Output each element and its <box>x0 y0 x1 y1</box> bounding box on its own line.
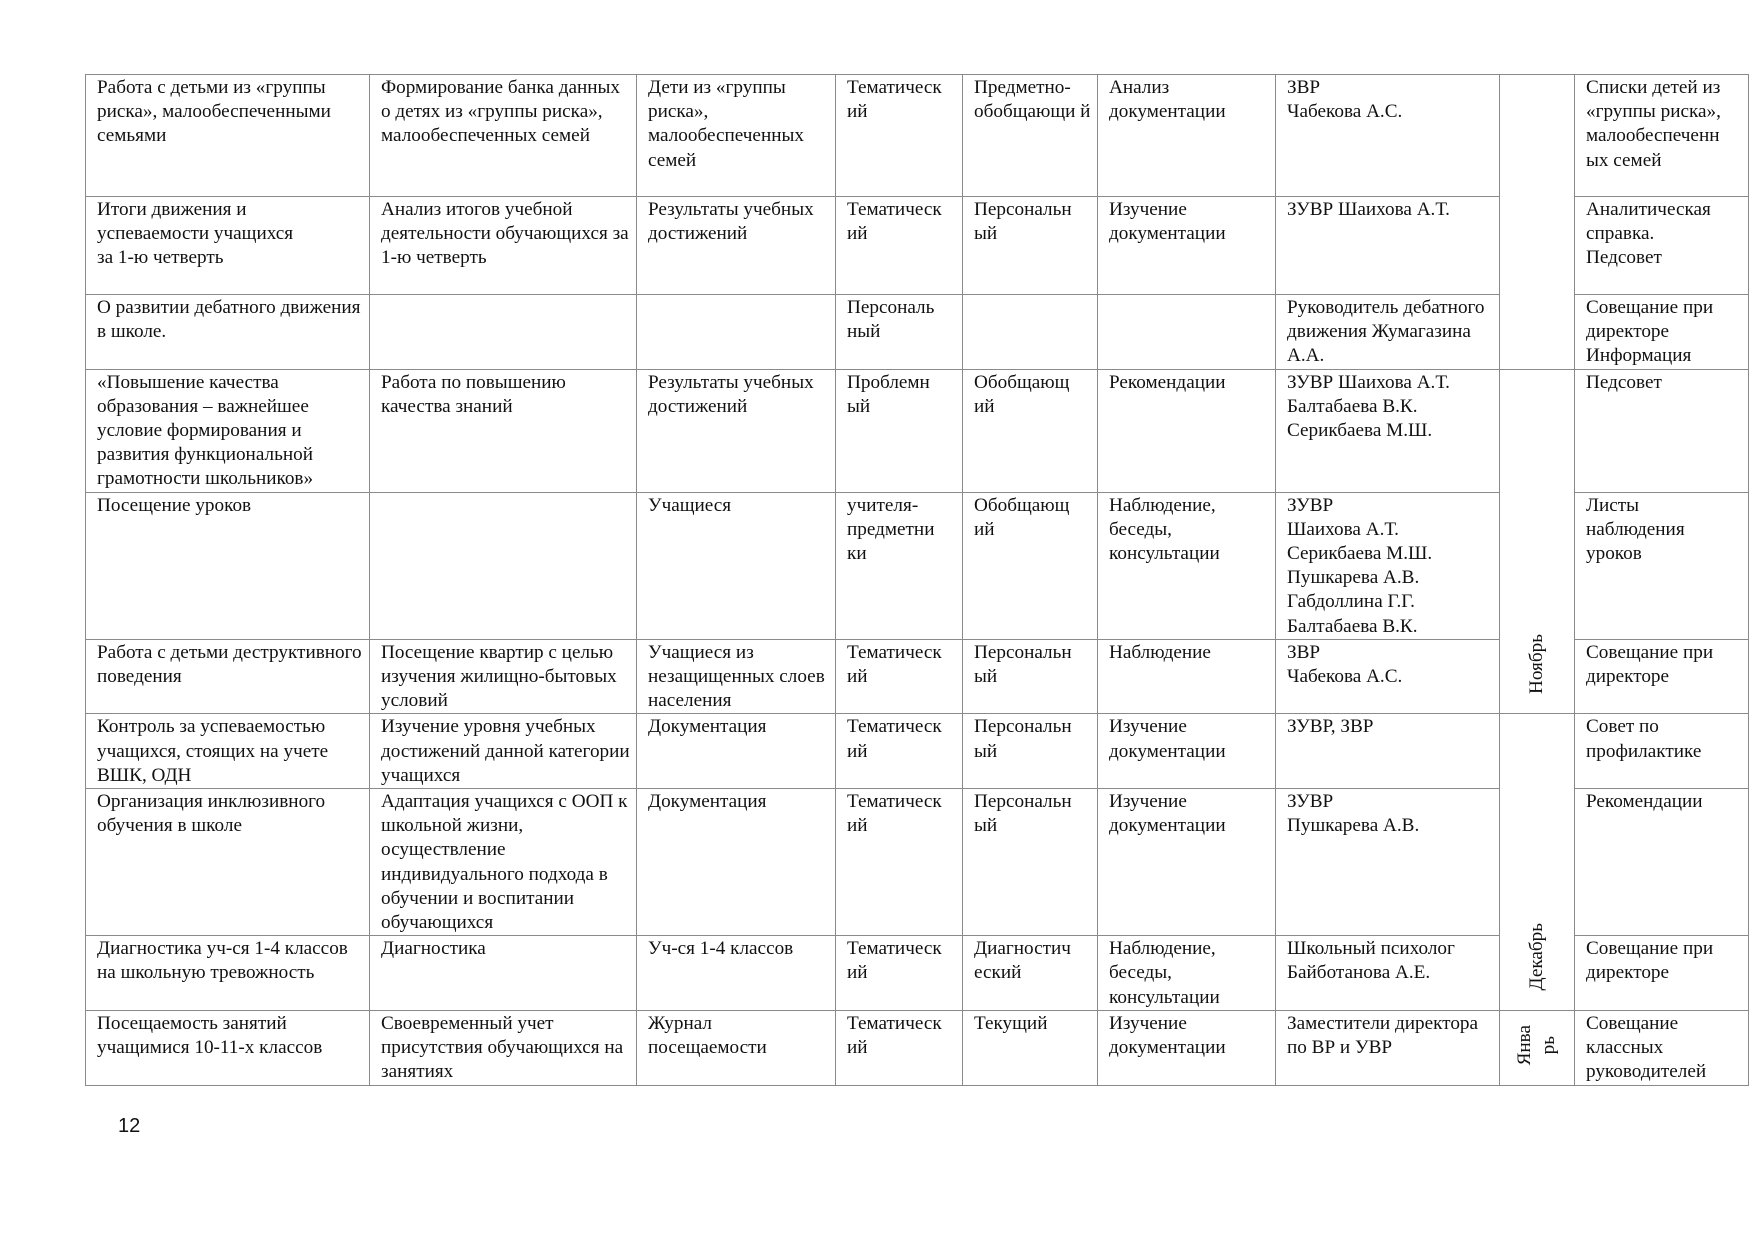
table-row <box>86 369 1749 492</box>
cell-method: Изучение документации <box>1098 1010 1276 1085</box>
cell-responsible: Школьный психолог Байботанова А.Е. <box>1276 936 1500 1011</box>
cell-object: Учащиеся из незащищенных слоев населения <box>637 639 836 714</box>
cell-result: Списки детей из «группы риска», малообеспеченн ых семей <box>1575 75 1749 197</box>
cell-control-form: Обобщающ ий <box>963 369 1098 492</box>
cell-result: Совещание при директоре Информация <box>1575 295 1749 370</box>
control-plan-table <box>85 74 1749 1086</box>
cell-topic: Диагностика уч-ся 1-4 классов на школьную тревожность <box>86 936 370 1011</box>
cell-topic: Итоги движения и успеваемости учащихся за 1-ю четверть <box>86 197 370 295</box>
cell-object: Учащиеся <box>637 492 836 639</box>
cell-result: Аналитическая справка. Педсовет <box>1575 197 1749 295</box>
cell-topic: Контроль за успеваемостью учащихся, стоящих на учете ВШК, ОДН <box>86 714 370 789</box>
cell-method: Анализ документации <box>1098 75 1276 197</box>
cell-responsible: ЗВР Чабекова А.С. <box>1276 75 1500 197</box>
cell-control-form: Персональн ый <box>963 639 1098 714</box>
page-number: 12 <box>118 1115 141 1137</box>
cell-control-type: Персональ ный <box>836 295 963 370</box>
cell-topic: «Повышение качества образования – важнейшее условие формирования и развития функциональной грамотности школьников» <box>86 369 370 492</box>
cell-purpose <box>370 295 637 370</box>
cell-object: Уч-ся 1-4 классов <box>637 936 836 1011</box>
cell-purpose: Адаптация учащихся с ООП к школьной жизни, осуществление индивидуального подхода в обучении и воспитании обучающихся <box>370 789 637 936</box>
cell-method: Наблюдение, беседы, консультации <box>1098 492 1276 639</box>
cell-control-form: Обобщающ ий <box>963 492 1098 639</box>
cell-control-type: Тематическ ий <box>836 197 963 295</box>
cell-control-form: Диагностич еский <box>963 936 1098 1011</box>
cell-result: Рекомендации <box>1575 789 1749 936</box>
cell-result: Педсовет <box>1575 369 1749 492</box>
cell-result: Совещание классных руководителей <box>1575 1010 1749 1085</box>
cell-method: Изучение документации <box>1098 197 1276 295</box>
cell-control-type: Тематическ ий <box>836 1010 963 1085</box>
cell-topic: Посещаемость занятий учащимися 10-11-х классов <box>86 1010 370 1085</box>
cell-control-form: Текущий <box>963 1010 1098 1085</box>
cell-responsible: ЗУВР Пушкарева А.В. <box>1276 789 1500 936</box>
cell-purpose: Изучение уровня учебных достижений данной категории учащихся <box>370 714 637 789</box>
cell-object: Документация <box>637 789 836 936</box>
cell-responsible: Руководитель дебатного движения Жумагазина А.А. <box>1276 295 1500 370</box>
cell-object: Результаты учебных достижений <box>637 369 836 492</box>
cell-control-form: Персональн ый <box>963 197 1098 295</box>
cell-object <box>637 295 836 370</box>
cell-control-type: Тематическ ий <box>836 75 963 197</box>
cell-control-type: Тематическ ий <box>836 789 963 936</box>
month-label: Декабрь <box>1526 923 1547 991</box>
month-cell <box>1500 1010 1575 1085</box>
month-label: Янва рь <box>1514 1024 1559 1066</box>
cell-method: Изучение документации <box>1098 789 1276 936</box>
cell-object: Журнал посещаемости <box>637 1010 836 1085</box>
cell-responsible: ЗУВР Шаихова А.Т. Балтабаева В.К. Серикбаева М.Ш. <box>1276 369 1500 492</box>
table-row <box>86 789 1749 936</box>
cell-control-type: Тематическ ий <box>836 714 963 789</box>
cell-object: Документация <box>637 714 836 789</box>
table-row <box>86 639 1749 714</box>
table-row <box>86 714 1749 789</box>
cell-method: Изучение документации <box>1098 714 1276 789</box>
cell-purpose: Диагностика <box>370 936 637 1011</box>
cell-control-type: Проблемн ый <box>836 369 963 492</box>
cell-control-form <box>963 295 1098 370</box>
cell-control-type: Тематическ ий <box>836 639 963 714</box>
cell-responsible: ЗУВР Шаихова А.Т. Серикбаева М.Ш. Пушкарева А.В. Габдоллина Г.Г. Балтабаева В.К. <box>1276 492 1500 639</box>
cell-result: Листы наблюдения уроков <box>1575 492 1749 639</box>
month-label: Ноябрь <box>1526 634 1547 695</box>
cell-responsible: ЗУВР, ЗВР <box>1276 714 1500 789</box>
cell-topic: Работа с детьми деструктивного поведения <box>86 639 370 714</box>
cell-result: Совет по профилактике <box>1575 714 1749 789</box>
cell-result: Совещание при директоре <box>1575 639 1749 714</box>
cell-control-form: Предметно-обобщающи й <box>963 75 1098 197</box>
cell-control-form: Персональн ый <box>963 789 1098 936</box>
cell-purpose <box>370 492 637 639</box>
cell-result: Совещание при директоре <box>1575 936 1749 1011</box>
cell-object: Результаты учебных достижений <box>637 197 836 295</box>
cell-topic: Работа с детьми из «группы риска», малообеспеченными семьями <box>86 75 370 197</box>
cell-purpose: Формирование банка данных о детях из «группы риска», малообеспеченных семей <box>370 75 637 197</box>
cell-purpose: Работа по повышению качества знаний <box>370 369 637 492</box>
cell-method: Наблюдение, беседы, консультации <box>1098 936 1276 1011</box>
cell-responsible: ЗУВР Шаихова А.Т. <box>1276 197 1500 295</box>
cell-purpose: Анализ итогов учебной деятельности обучающихся за 1-ю четверть <box>370 197 637 295</box>
table-row <box>86 295 1749 370</box>
cell-topic: Посещение уроков <box>86 492 370 639</box>
table-row <box>86 75 1749 197</box>
month-cell <box>1500 369 1575 714</box>
month-cell <box>1500 714 1575 1010</box>
cell-responsible: Заместители директора по ВР и УВР <box>1276 1010 1500 1085</box>
cell-topic: О развитии дебатного движения в школе. <box>86 295 370 370</box>
cell-method: Наблюдение <box>1098 639 1276 714</box>
cell-responsible: ЗВР Чабекова А.С. <box>1276 639 1500 714</box>
cell-method <box>1098 295 1276 370</box>
cell-control-type: учителя-предметни ки <box>836 492 963 639</box>
table-row <box>86 197 1749 295</box>
cell-purpose: Своевременный учет присутствия обучающихся на занятиях <box>370 1010 637 1085</box>
table-row <box>86 1010 1749 1085</box>
cell-control-form: Персональн ый <box>963 714 1098 789</box>
cell-method: Рекомендации <box>1098 369 1276 492</box>
table-row <box>86 936 1749 1011</box>
cell-control-type: Тематическ ий <box>836 936 963 1011</box>
cell-object: Дети из «группы риска», малообеспеченных семей <box>637 75 836 197</box>
month-cell <box>1500 75 1575 370</box>
table-row <box>86 492 1749 639</box>
cell-purpose: Посещение квартир с целью изучения жилищно-бытовых условий <box>370 639 637 714</box>
cell-topic: Организация инклюзивного обучения в школе <box>86 789 370 936</box>
